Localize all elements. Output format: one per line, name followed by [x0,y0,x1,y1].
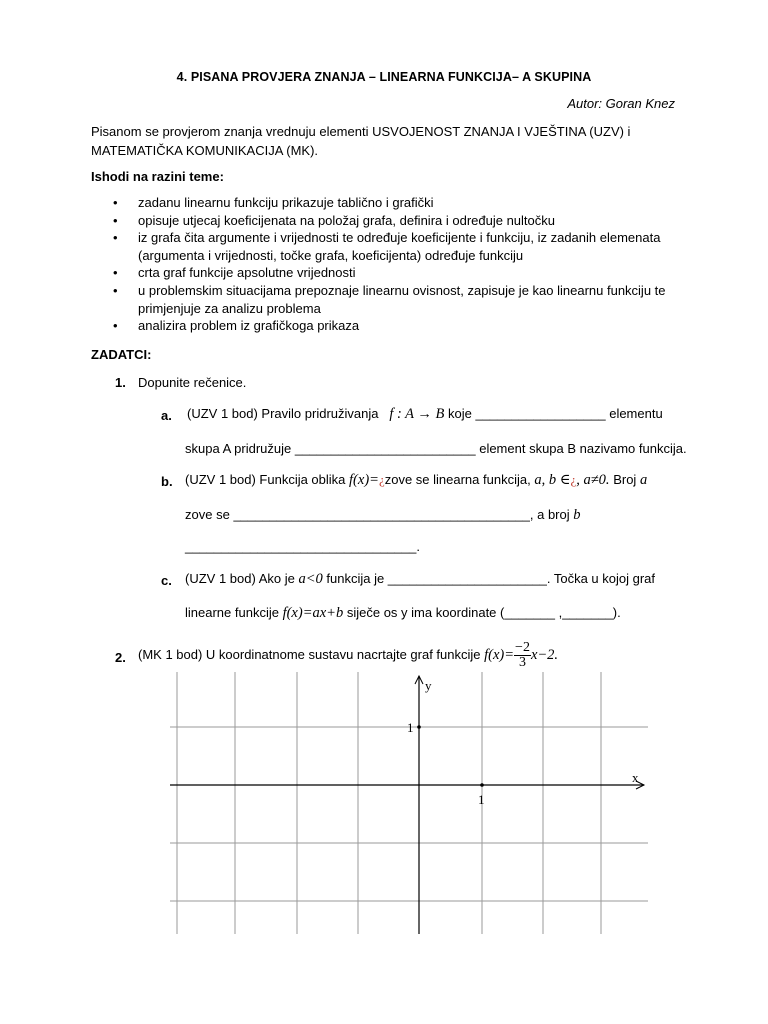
task1b-line3: ________________________________. [185,539,420,554]
task1b-line1: (UZV 1 bod) Funkcija oblika f(x)=¿zove se linearna funkcija, a, b ∈¿, a≠0. Broj a [185,472,648,488]
y-axis-label: y [425,678,432,693]
outcome-item: • iz grafa čita argumente i vrijednosti te određuje koeficijente i funkciju, iz zadanih elemenata (argumenta i vrijednosti, točke grafa, koeficijenta) određuje funkciju [91,229,691,264]
author: Autor: Goran Knez [567,96,675,111]
task1c-label: c. [161,573,172,588]
task2-number: 2. [115,650,126,665]
coordinate-grid[interactable] [170,672,648,934]
grid-lines [170,672,648,934]
task1a-line1: (UZV 1 bod) Pravilo pridruživanja f : A → B koje __________________ elementu [187,406,663,422]
task1c-line1: (UZV 1 bod) Ako je a<0 funkcija je ______________________. Točka u kojoj graf [185,571,656,587]
intro-line-2: MATEMATIČKA KOMUNIKACIJA (MK). [91,143,319,158]
outcome-item: • analizira problem iz grafičkoga prikaza [91,317,691,335]
outcomes-heading: Ishodi na razini teme: [91,169,224,184]
page-title: 4. PISANA PROVJERA ZNANJA – LINEARNA FUNKCIJA– A SKUPINA [176,70,592,84]
task1b-label: b. [161,474,173,489]
task1b-line2: zove se _________________________________________, a broj b [185,507,581,523]
outcomes-list [91,194,691,335]
outcome-item: • opisuje utjecaj koeficijenata na položaj grafa, definira i određuje nultočku [91,212,691,230]
tasks-heading: ZADATCI: [91,347,152,362]
outcome-item: • zadanu linearnu funkciju prikazuje tablično i grafički [91,194,691,212]
task1-text: Dopunite rečenice. [138,375,247,390]
task1c-line2: linearne funkcije f(x)=ax+b siječe os y ima koordinate (_______ ,_______). [185,605,621,621]
task1a-line2: skupa A pridružuje _________________________ element skupa B nazivamo funkcija. [185,441,687,456]
task1b-formula: f(x)= [349,472,379,488]
task1a-formula: f : A → B [389,406,445,422]
fraction: $\frac{-2}{3}$ [515,640,530,671]
y-tick-label: 1 [407,720,414,735]
task1-number: 1. [115,375,126,390]
intro-line-1: Pisanom se provjerom znanja vrednuju elementi USVOJENOST ZNANJA I VJEŠTINA (UZV) i [91,124,631,139]
task2-text: (MK 1 bod) U koordinatnome sustavu nacrtajte graf funkcije f(x)= $\frac{-2}{3}$ x−2. [138,640,559,671]
task1a-label: a. [161,408,172,423]
intro-paragraph [91,122,681,160]
x-tick-label: 1 [478,792,485,807]
x-tick-mark [480,783,484,787]
y-tick-mark [417,725,421,729]
outcome-item: • crta graf funkcije apsolutne vrijednosti [91,264,691,282]
x-axis-label: x [632,770,639,785]
broken-char: ¿ [378,472,385,487]
outcome-item: • u problemskim situacijama prepoznaje linearnu ovisnost, zapisuje je kao linearnu funkciju te primjenjuje za analizu problema [91,282,691,317]
